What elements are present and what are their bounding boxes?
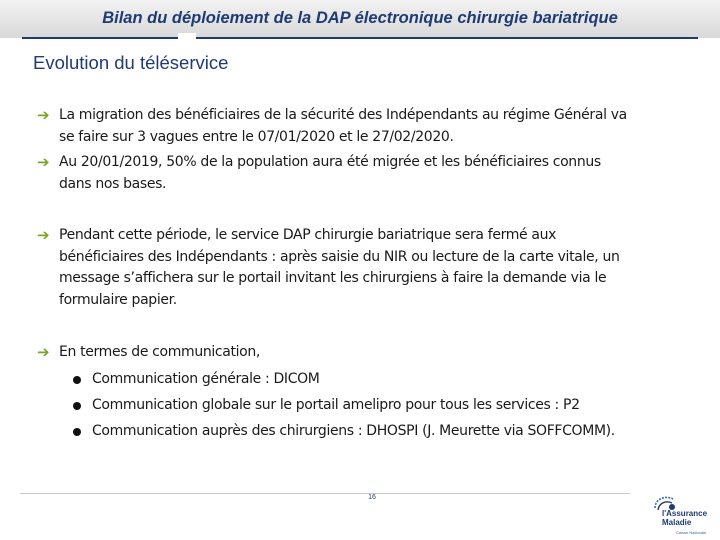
title-underline-notch bbox=[178, 33, 196, 39]
bullet-dot-icon bbox=[73, 376, 81, 384]
sub-list-text: Communication auprès des chirurgiens : DHOSPI (J. Meurette via SOFFCOMM). bbox=[92, 423, 615, 439]
slide-title: Bilan du déploiement de la DAP électronique chirurgie bariatrique bbox=[102, 9, 618, 27]
bullet-item bbox=[37, 105, 697, 148]
bullet-line: se faire sur 3 vagues entre le 07/01/2020 et le 27/02/2020. bbox=[59, 128, 454, 145]
bullet-item bbox=[37, 152, 697, 195]
bullet-line: formulaire papier. bbox=[59, 291, 177, 308]
bullet-line: Au 20/01/2019, 50% de la population aura été migrée et les bénéficiaires connus bbox=[59, 154, 601, 170]
bullet-line: dans nos bases. bbox=[59, 175, 167, 192]
assurance-maladie-logo bbox=[648, 494, 716, 538]
bullet-dot-icon bbox=[73, 402, 81, 410]
communication-sub-list bbox=[72, 369, 692, 447]
section-subtitle: Evolution du téléservice bbox=[33, 52, 229, 73]
arrow-right-icon: ➔ bbox=[37, 153, 50, 171]
bullet-line: bénéficiaires des Indépendants : après saisie du NIR ou lecture de la carte vitale, un bbox=[59, 248, 620, 265]
sub-list-text: Communication générale : DICOM bbox=[92, 371, 320, 387]
bullet-item bbox=[37, 342, 697, 364]
bullet-line: En termes de communication, bbox=[59, 344, 260, 360]
footer-divider bbox=[20, 493, 630, 494]
bullet-text bbox=[59, 152, 697, 195]
sub-list-text: Communication globale sur le portail amelipro pour tous les services : P2 bbox=[92, 397, 580, 413]
sub-list-item bbox=[72, 395, 692, 421]
sub-list-item bbox=[72, 369, 692, 395]
logo-subtext: Caisse Nationale bbox=[676, 530, 707, 535]
bullet-text bbox=[59, 105, 697, 148]
bullet-line: Pendant cette période, le service DAP chirurgie bariatrique sera fermé aux bbox=[59, 227, 557, 243]
bullet-text bbox=[59, 225, 697, 311]
bullet-text bbox=[59, 342, 697, 364]
bullet-item bbox=[37, 225, 697, 311]
sub-list-item bbox=[72, 421, 692, 447]
bullet-line: La migration des bénéficiaires de la sécurité des Indépendants au régime Général va bbox=[59, 107, 627, 123]
arrow-right-icon: ➔ bbox=[37, 226, 50, 244]
arrow-right-icon: ➔ bbox=[37, 343, 50, 361]
logo-text-line1: l'Assurance bbox=[662, 509, 708, 518]
page-number: 16 bbox=[368, 494, 376, 501]
logo-text-line2: Maladie bbox=[662, 518, 692, 527]
bullet-line: message s’affichera sur le portail invitant les chirurgiens à faire la demande via le bbox=[59, 270, 607, 286]
arrow-right-icon: ➔ bbox=[37, 106, 50, 124]
title-underline bbox=[22, 37, 698, 39]
bullet-dot-icon bbox=[73, 428, 81, 436]
